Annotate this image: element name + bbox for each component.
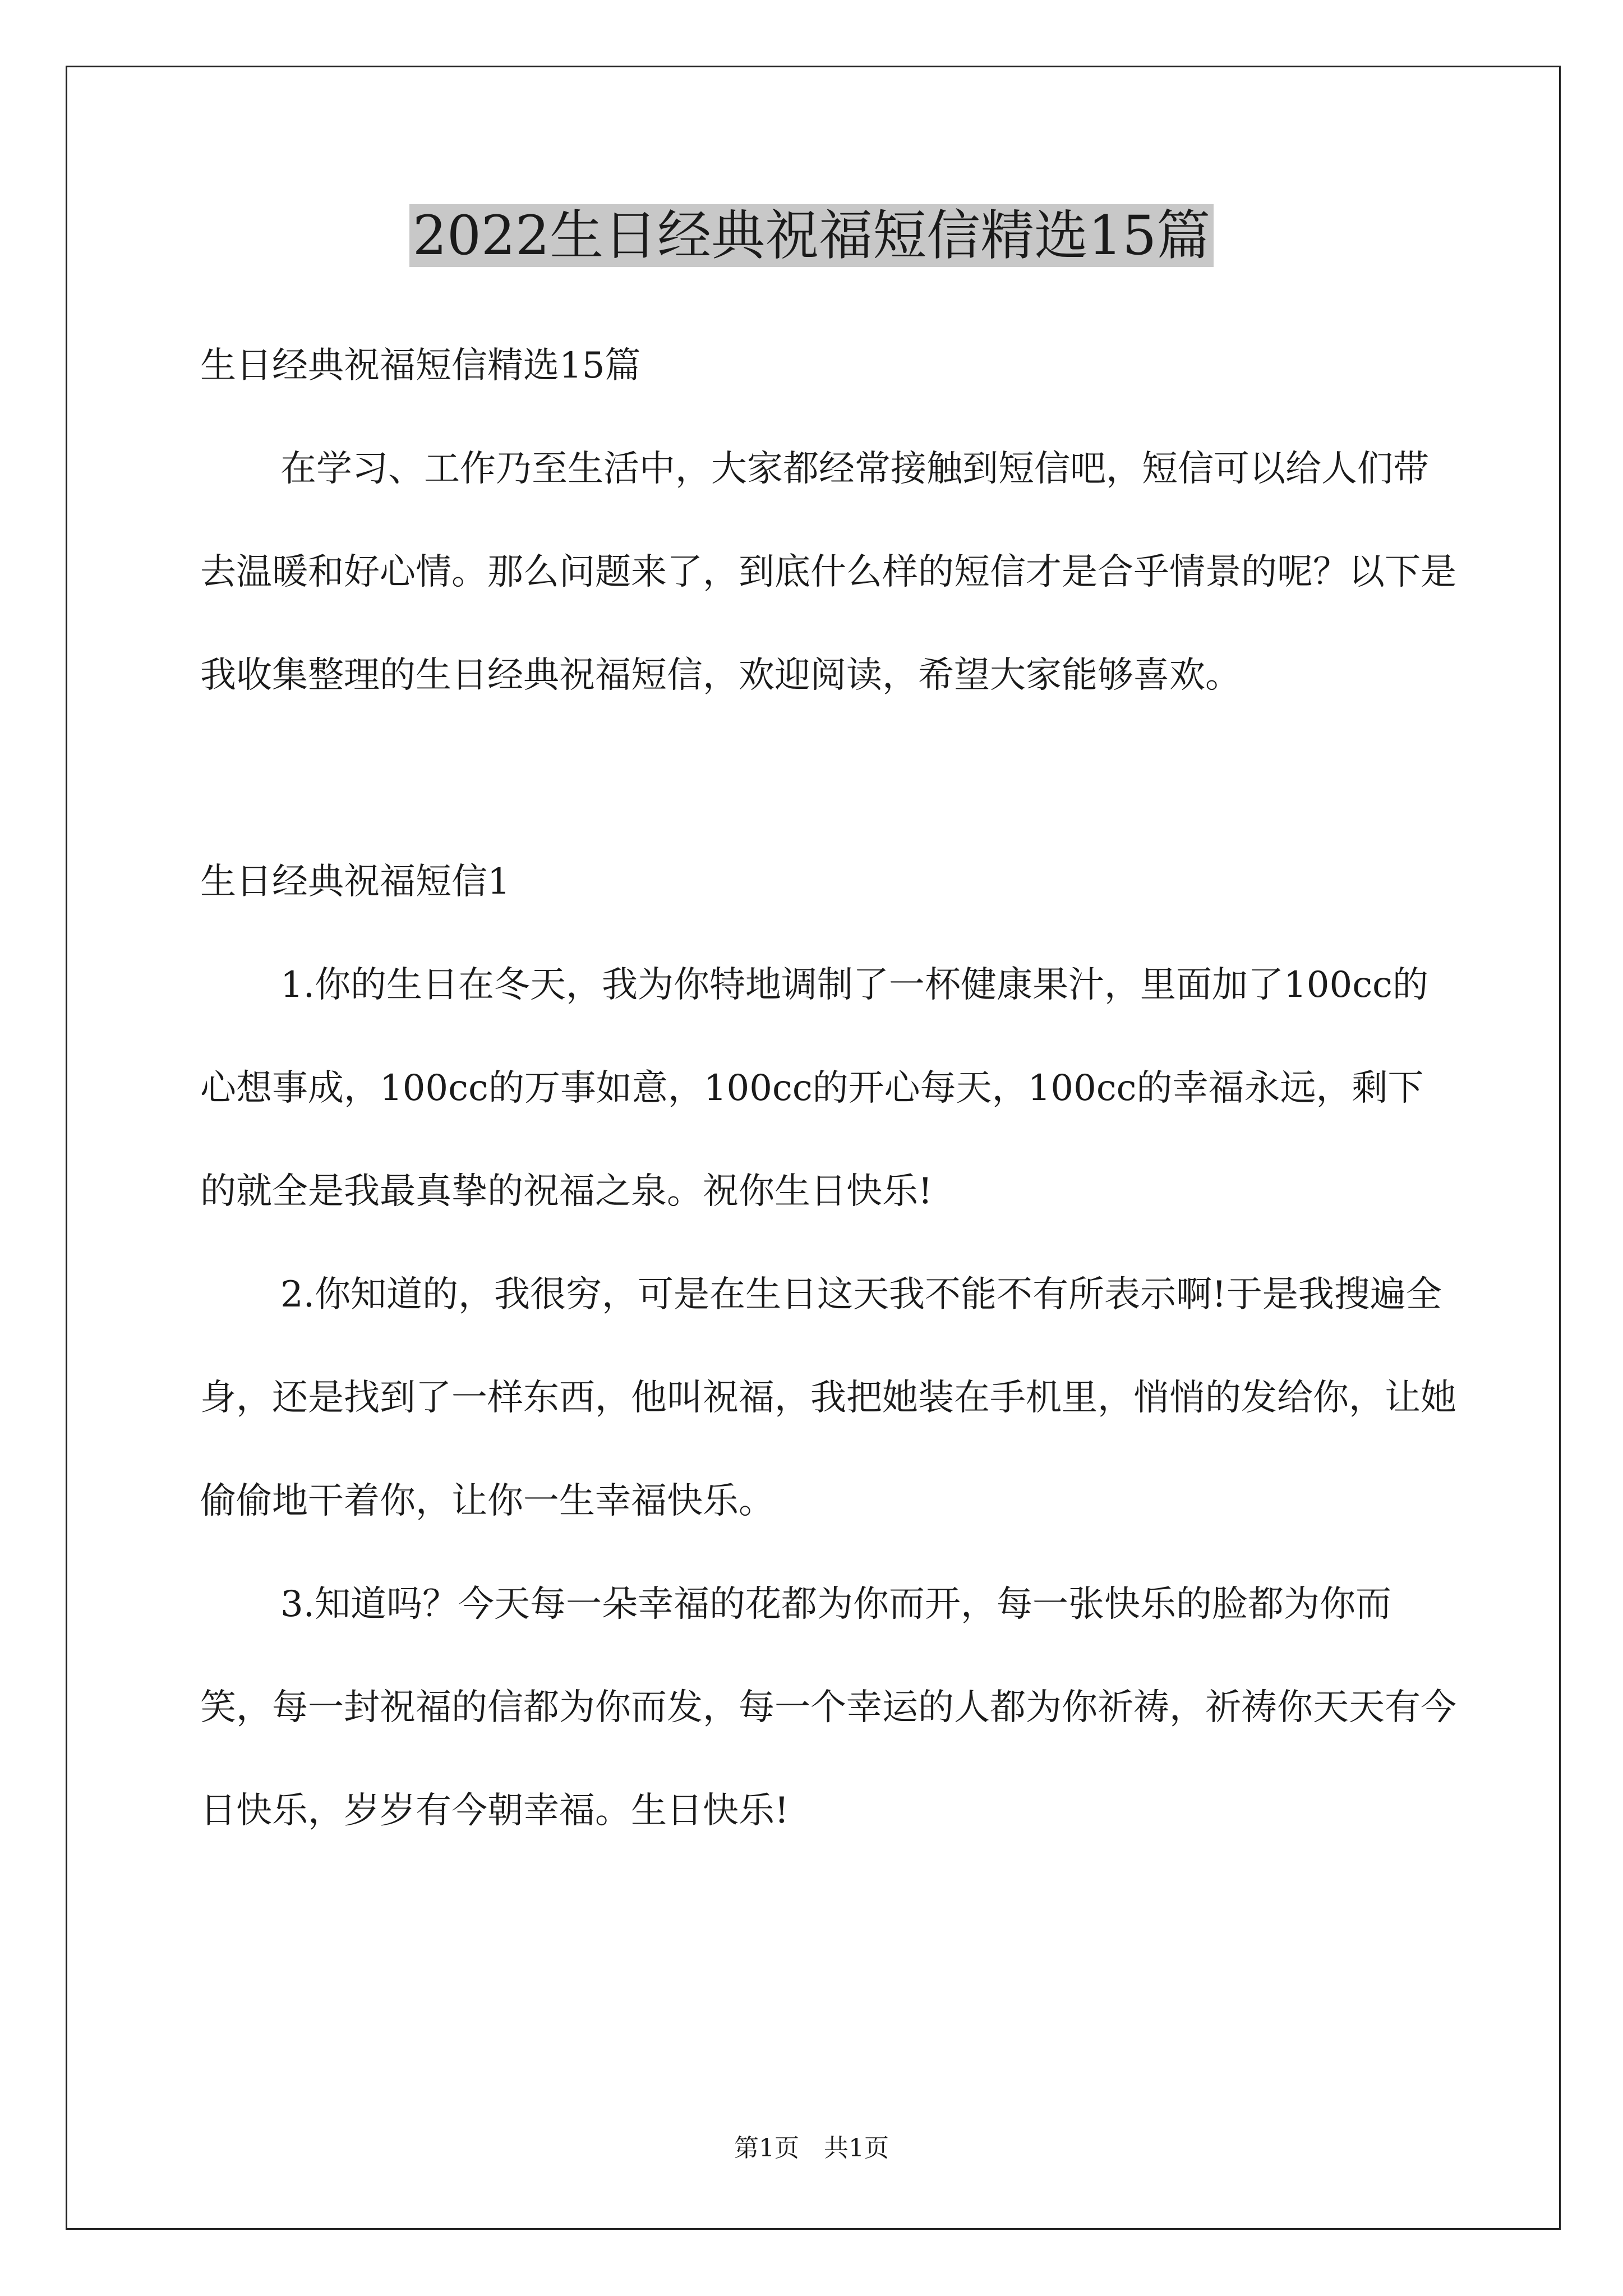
document-title [0,199,1623,272]
greeting-item-3: 3.知道吗？今天每一朵幸福的花都为你而开，每一张快乐的脸都为你而笑，每一封祝福的信都为你而发，每一个幸运的人都为你祈祷，祈祷你天天有今日快乐，岁岁有今朝幸福。生日快乐! [200,1584,1456,1832]
section-heading: 生日经典祝福短信1 [200,861,510,903]
document-title-text: 2022生日经典祝福短信精选15篇 [409,204,1214,267]
paragraph-spacer [200,727,1456,830]
greeting-item-2: 2.你知道的，我很穷，可是在生日这天我不能不有所表示啊!于是我搜遍全身，还是找到了一样东西，他叫祝福，我把她装在手机里，悄悄的发给你，让她偷偷地干着你，让你一生幸福快乐。 [200,1274,1456,1522]
document-body [200,314,1456,1862]
document-subtitle: 生日经典祝福短信精选15篇 [200,345,641,386]
greeting-item-1: 1.你的生日在冬天，我为你特地调制了一杯健康果汁，里面加了100cc的心想事成，100cc的万事如意，100cc的开心每天，100cc的幸福永远，剩下的就全是我最真挚的祝福之泉。祝你生日快乐! [200,964,1428,1212]
intro-paragraph: 在学习、工作乃至生活中，大家都经常接触到短信吧，短信可以给人们带去温暖和好心情。那么问题来了，到底什么样的短信才是合乎情景的呢？以下是我收集整理的生日经典祝福短信，欢迎阅读，希望大家能够喜欢。 [200,448,1456,696]
page-number: 第1页 共1页 [734,2134,889,2162]
